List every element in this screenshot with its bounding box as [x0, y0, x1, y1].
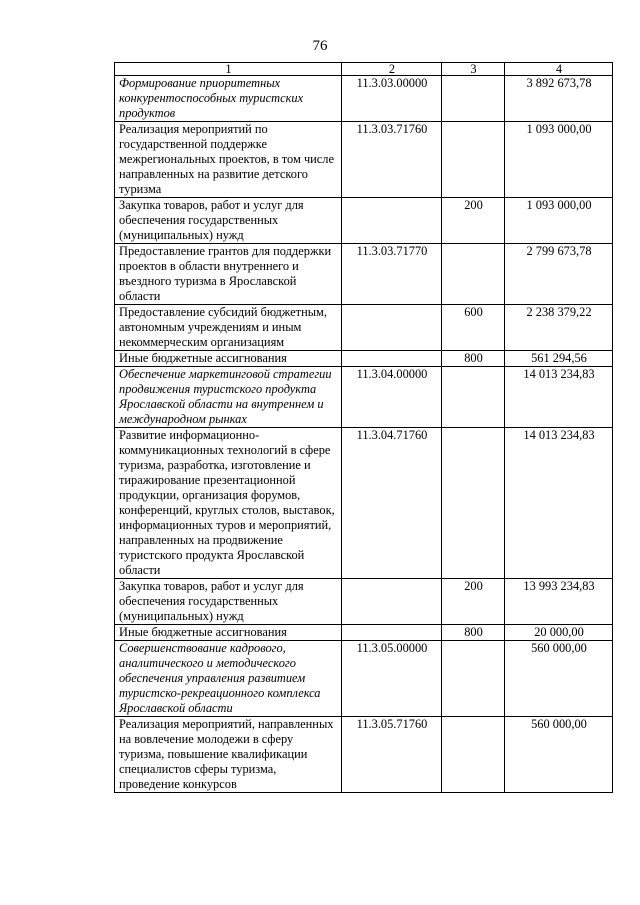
table-row [115, 198, 613, 244]
row-name: Совершенствование кадрового, аналитического и методического обеспечения управления развитием туристско-рекреационного комплекса Ярославской области [115, 641, 342, 717]
row-expense-type [442, 244, 505, 305]
row-name: Развитие информационно-коммуникационных технологий в сфере туризма, разработка, изготовление и тиражирование презентационной продукции, организация форумов, конференций, круглых столов, выставок, информационных туров и мероприятий, направленных на продвижение туристского продукта Ярославской области [115, 428, 342, 579]
row-sum: 2 799 673,78 [505, 244, 613, 305]
row-name: Предоставление субсидий бюджетным, автономным учреждениям и иным некоммерческим организациям [115, 305, 342, 351]
table-row [115, 367, 613, 428]
table-row [115, 244, 613, 305]
row-code [342, 305, 442, 351]
row-code: 11.3.03.71770 [342, 244, 442, 305]
row-name: Реализация мероприятий, направленных на вовлечение молодежи в сферу туризма, повышение квалификации специалистов сферы туризма, проведение конкурсов [115, 717, 342, 793]
row-code: 11.3.05.71760 [342, 717, 442, 793]
budget-table [114, 62, 613, 793]
column-header-name: 1 [115, 63, 342, 76]
row-name: Закупка товаров, работ и услуг для обеспечения государственных (муниципальных) нужд [115, 579, 342, 625]
page-number: 76 [312, 38, 328, 54]
row-name: Предоставление грантов для поддержки проектов в области внутреннего и въездного туризма в Ярославской области [115, 244, 342, 305]
row-expense-type [442, 428, 505, 579]
table-row [115, 428, 613, 579]
row-code: 11.3.04.71760 [342, 428, 442, 579]
table-row [115, 122, 613, 198]
table-row [115, 76, 613, 122]
header-row [115, 63, 613, 76]
row-sum: 1 093 000,00 [505, 122, 613, 198]
row-code [342, 198, 442, 244]
row-expense-type [442, 76, 505, 122]
row-sum: 14 013 234,83 [505, 428, 613, 579]
row-expense-type: 800 [442, 351, 505, 367]
row-code [342, 351, 442, 367]
row-sum: 2 238 379,22 [505, 305, 613, 351]
table-row [115, 579, 613, 625]
row-code: 11.3.05.00000 [342, 641, 442, 717]
row-expense-type [442, 122, 505, 198]
row-sum: 560 000,00 [505, 717, 613, 793]
row-sum: 14 013 234,83 [505, 367, 613, 428]
row-expense-type: 200 [442, 579, 505, 625]
row-code [342, 579, 442, 625]
row-sum: 561 294,56 [505, 351, 613, 367]
row-sum: 1 093 000,00 [505, 198, 613, 244]
column-header-sum: 4 [505, 63, 613, 76]
row-expense-type [442, 717, 505, 793]
row-name: Формирование приоритетных конкурентоспособных туристских продуктов [115, 76, 342, 122]
row-code: 11.3.04.00000 [342, 367, 442, 428]
table-row [115, 625, 613, 641]
table-row [115, 641, 613, 717]
row-sum: 20 000,00 [505, 625, 613, 641]
row-expense-type: 800 [442, 625, 505, 641]
row-sum: 560 000,00 [505, 641, 613, 717]
row-code: 11.3.03.00000 [342, 76, 442, 122]
column-header-type: 3 [442, 63, 505, 76]
table-row [115, 351, 613, 367]
row-expense-type: 600 [442, 305, 505, 351]
row-expense-type [442, 367, 505, 428]
row-sum: 3 892 673,78 [505, 76, 613, 122]
row-code: 11.3.03.71760 [342, 122, 442, 198]
column-header-code: 2 [342, 63, 442, 76]
table-row [115, 305, 613, 351]
row-name: Иные бюджетные ассигнования [115, 351, 342, 367]
row-name: Иные бюджетные ассигнования [115, 625, 342, 641]
row-sum: 13 993 234,83 [505, 579, 613, 625]
row-expense-type [442, 641, 505, 717]
row-name: Закупка товаров, работ и услуг для обеспечения государственных (муниципальных) нужд [115, 198, 342, 244]
row-expense-type: 200 [442, 198, 505, 244]
row-name: Реализация мероприятий по государственной поддержке межрегиональных проектов, в том числе направленных на развитие детского туризма [115, 122, 342, 198]
row-name: Обеспечение маркетинговой стратегии продвижения туристского продукта Ярославской области на внутреннем и международном рынках [115, 367, 342, 428]
table-row [115, 717, 613, 793]
row-code [342, 625, 442, 641]
